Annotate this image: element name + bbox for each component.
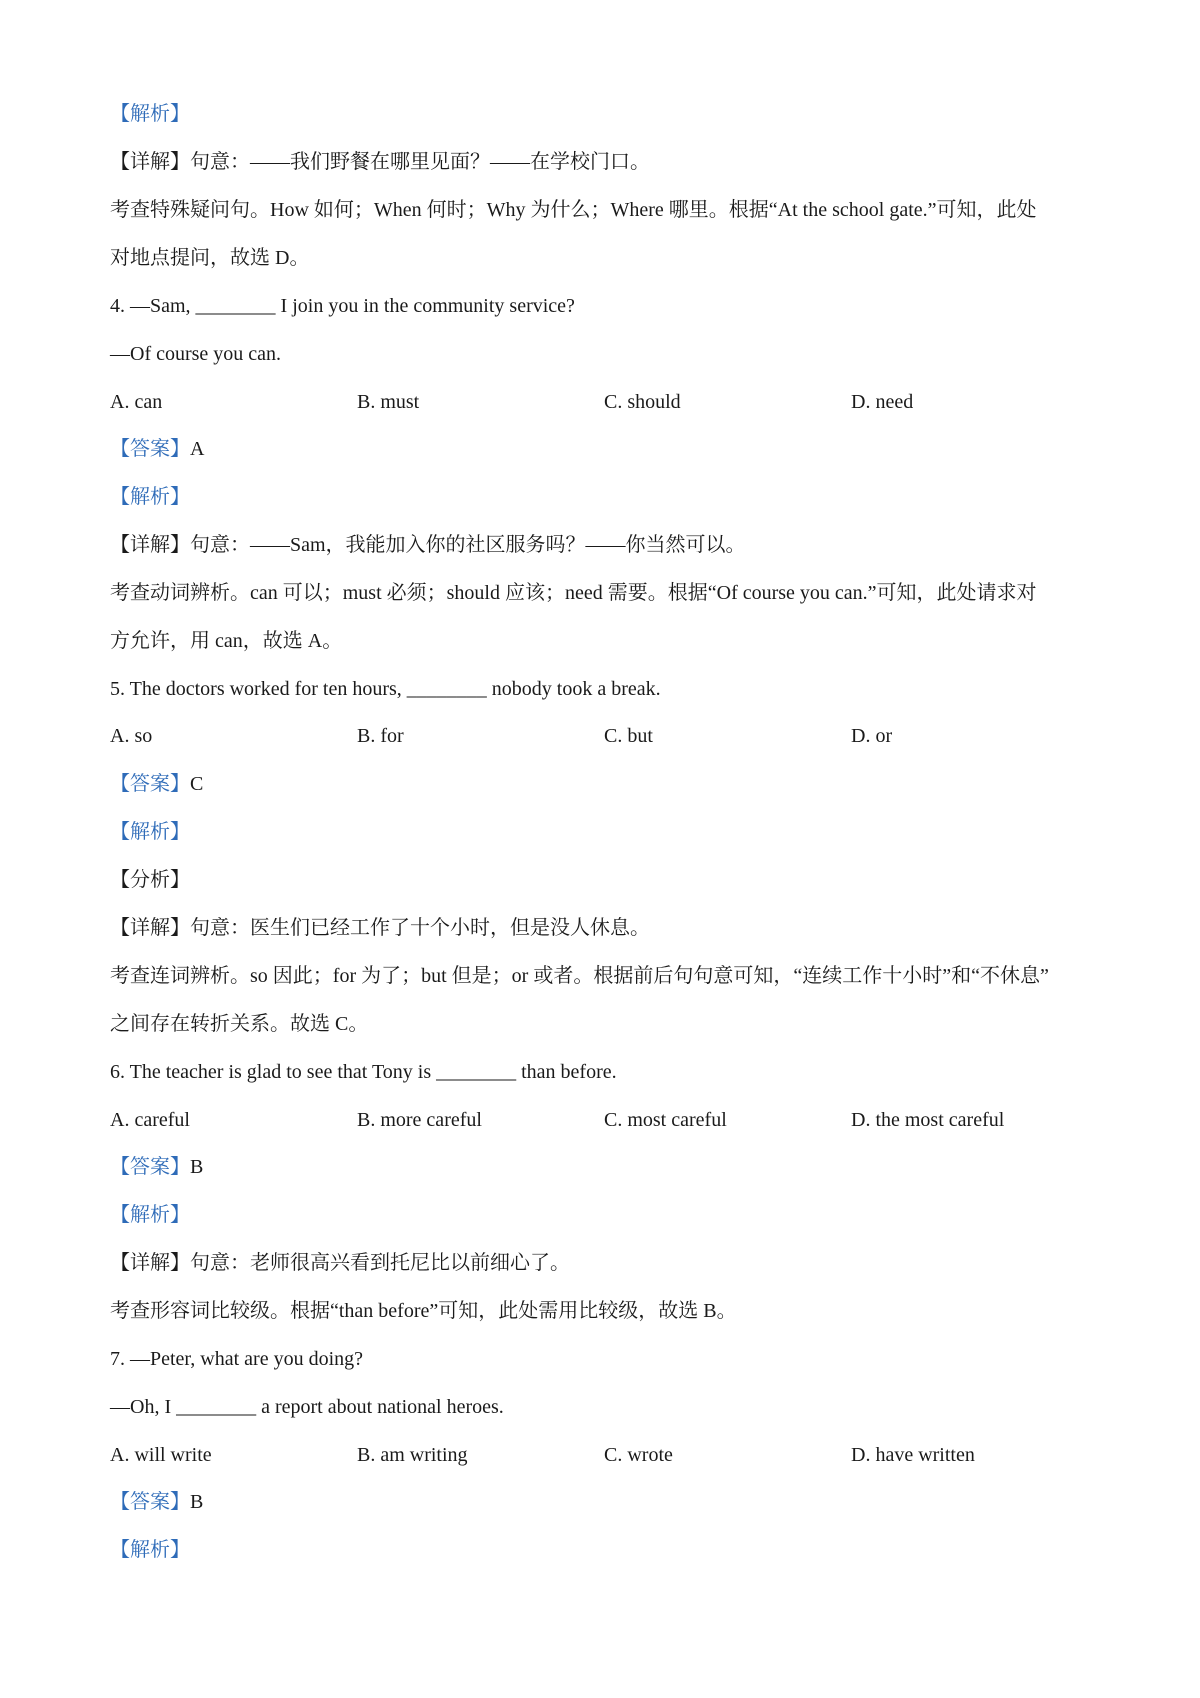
question-stem: 6. The teacher is glad to see that Tony is ________ than before. — [110, 1061, 617, 1083]
answer-line — [110, 1488, 203, 1516]
explanation-text: 对地点提问，故选 D。 — [110, 247, 310, 269]
explanation-text: 考查特殊疑问句。How 如何；When 何时；Why 为什么；Where 哪里。根据“At the school gate.”可知，此处 — [110, 199, 1037, 221]
question-stem: 4. —Sam, ________ I join you in the community service? — [110, 295, 575, 317]
question-stem: 5. The doctors worked for ten hours, ________ nobody took a break. — [110, 678, 661, 700]
detail-explanation: 【详解】句意：医生们已经工作了十个小时，但是没人休息。 — [110, 917, 650, 939]
option-c: C. most careful — [604, 1109, 727, 1131]
option-a: A. can — [110, 391, 163, 413]
answer-tag: 【答案】 — [110, 1156, 190, 1178]
question-reply: —Of course you can. — [110, 343, 282, 365]
explanation-text: 考查连词辨析。so 因此；for 为了；but 但是；or 或者。根据前后句句意可知，“连续工作十小时”和“不休息” — [110, 965, 1049, 987]
explanation-text: 考查动词辨析。can 可以；must 必须；should 应该；need 需要。根据“Of course you can.”可知，此处请求对 — [110, 582, 1037, 604]
option-d: D. need — [851, 391, 914, 413]
detail-explanation: 【详解】句意：——Sam，我能加入你的社区服务吗？——你当然可以。 — [110, 534, 746, 556]
option-a: A. careful — [110, 1109, 190, 1131]
option-d: D. the most careful — [851, 1109, 1005, 1131]
answer-value: B — [190, 1156, 204, 1178]
breakdown-tag: 【分析】 — [110, 869, 190, 891]
answer-line — [110, 770, 203, 798]
detail-explanation: 【详解】句意：——我们野餐在哪里见面？——在学校门口。 — [110, 151, 650, 173]
analysis-tag: 【解析】 — [110, 1204, 190, 1226]
analysis-tag: 【解析】 — [110, 103, 190, 125]
explanation-text: 方允许，用 can，故选 A。 — [110, 630, 343, 652]
analysis-tag: 【解析】 — [110, 821, 190, 843]
option-d: D. have written — [851, 1444, 975, 1466]
explanation-text: 考查形容词比较级。根据“than before”可知，此处需用比较级，故选 B。 — [110, 1300, 737, 1322]
option-c: C. but — [604, 725, 653, 747]
option-c: C. should — [604, 391, 681, 413]
analysis-tag: 【解析】 — [110, 486, 190, 508]
question-stem: 7. —Peter, what are you doing? — [110, 1348, 364, 1370]
answer-value: C — [190, 773, 204, 795]
option-b: B. am writing — [357, 1444, 468, 1466]
answer-value: B — [190, 1491, 204, 1513]
option-c: C. wrote — [604, 1444, 673, 1466]
option-b: B. must — [357, 391, 420, 413]
answer-tag: 【答案】 — [110, 773, 190, 795]
answer-line — [110, 435, 204, 463]
option-a: A. will write — [110, 1444, 212, 1466]
option-d: D. or — [851, 725, 893, 747]
detail-explanation: 【详解】句意：老师很高兴看到托尼比以前细心了。 — [110, 1252, 570, 1274]
option-a: A. so — [110, 725, 153, 747]
option-b: B. for — [357, 725, 404, 747]
explanation-text: 之间存在转折关系。故选 C。 — [110, 1013, 369, 1035]
answer-tag: 【答案】 — [110, 1491, 190, 1513]
answer-tag: 【答案】 — [110, 438, 190, 460]
answer-value: A — [190, 438, 205, 460]
answer-line — [110, 1153, 203, 1181]
option-b: B. more careful — [357, 1109, 482, 1131]
question-reply: —Oh, I ________ a report about national heroes. — [110, 1396, 504, 1418]
analysis-tag: 【解析】 — [110, 1539, 190, 1561]
